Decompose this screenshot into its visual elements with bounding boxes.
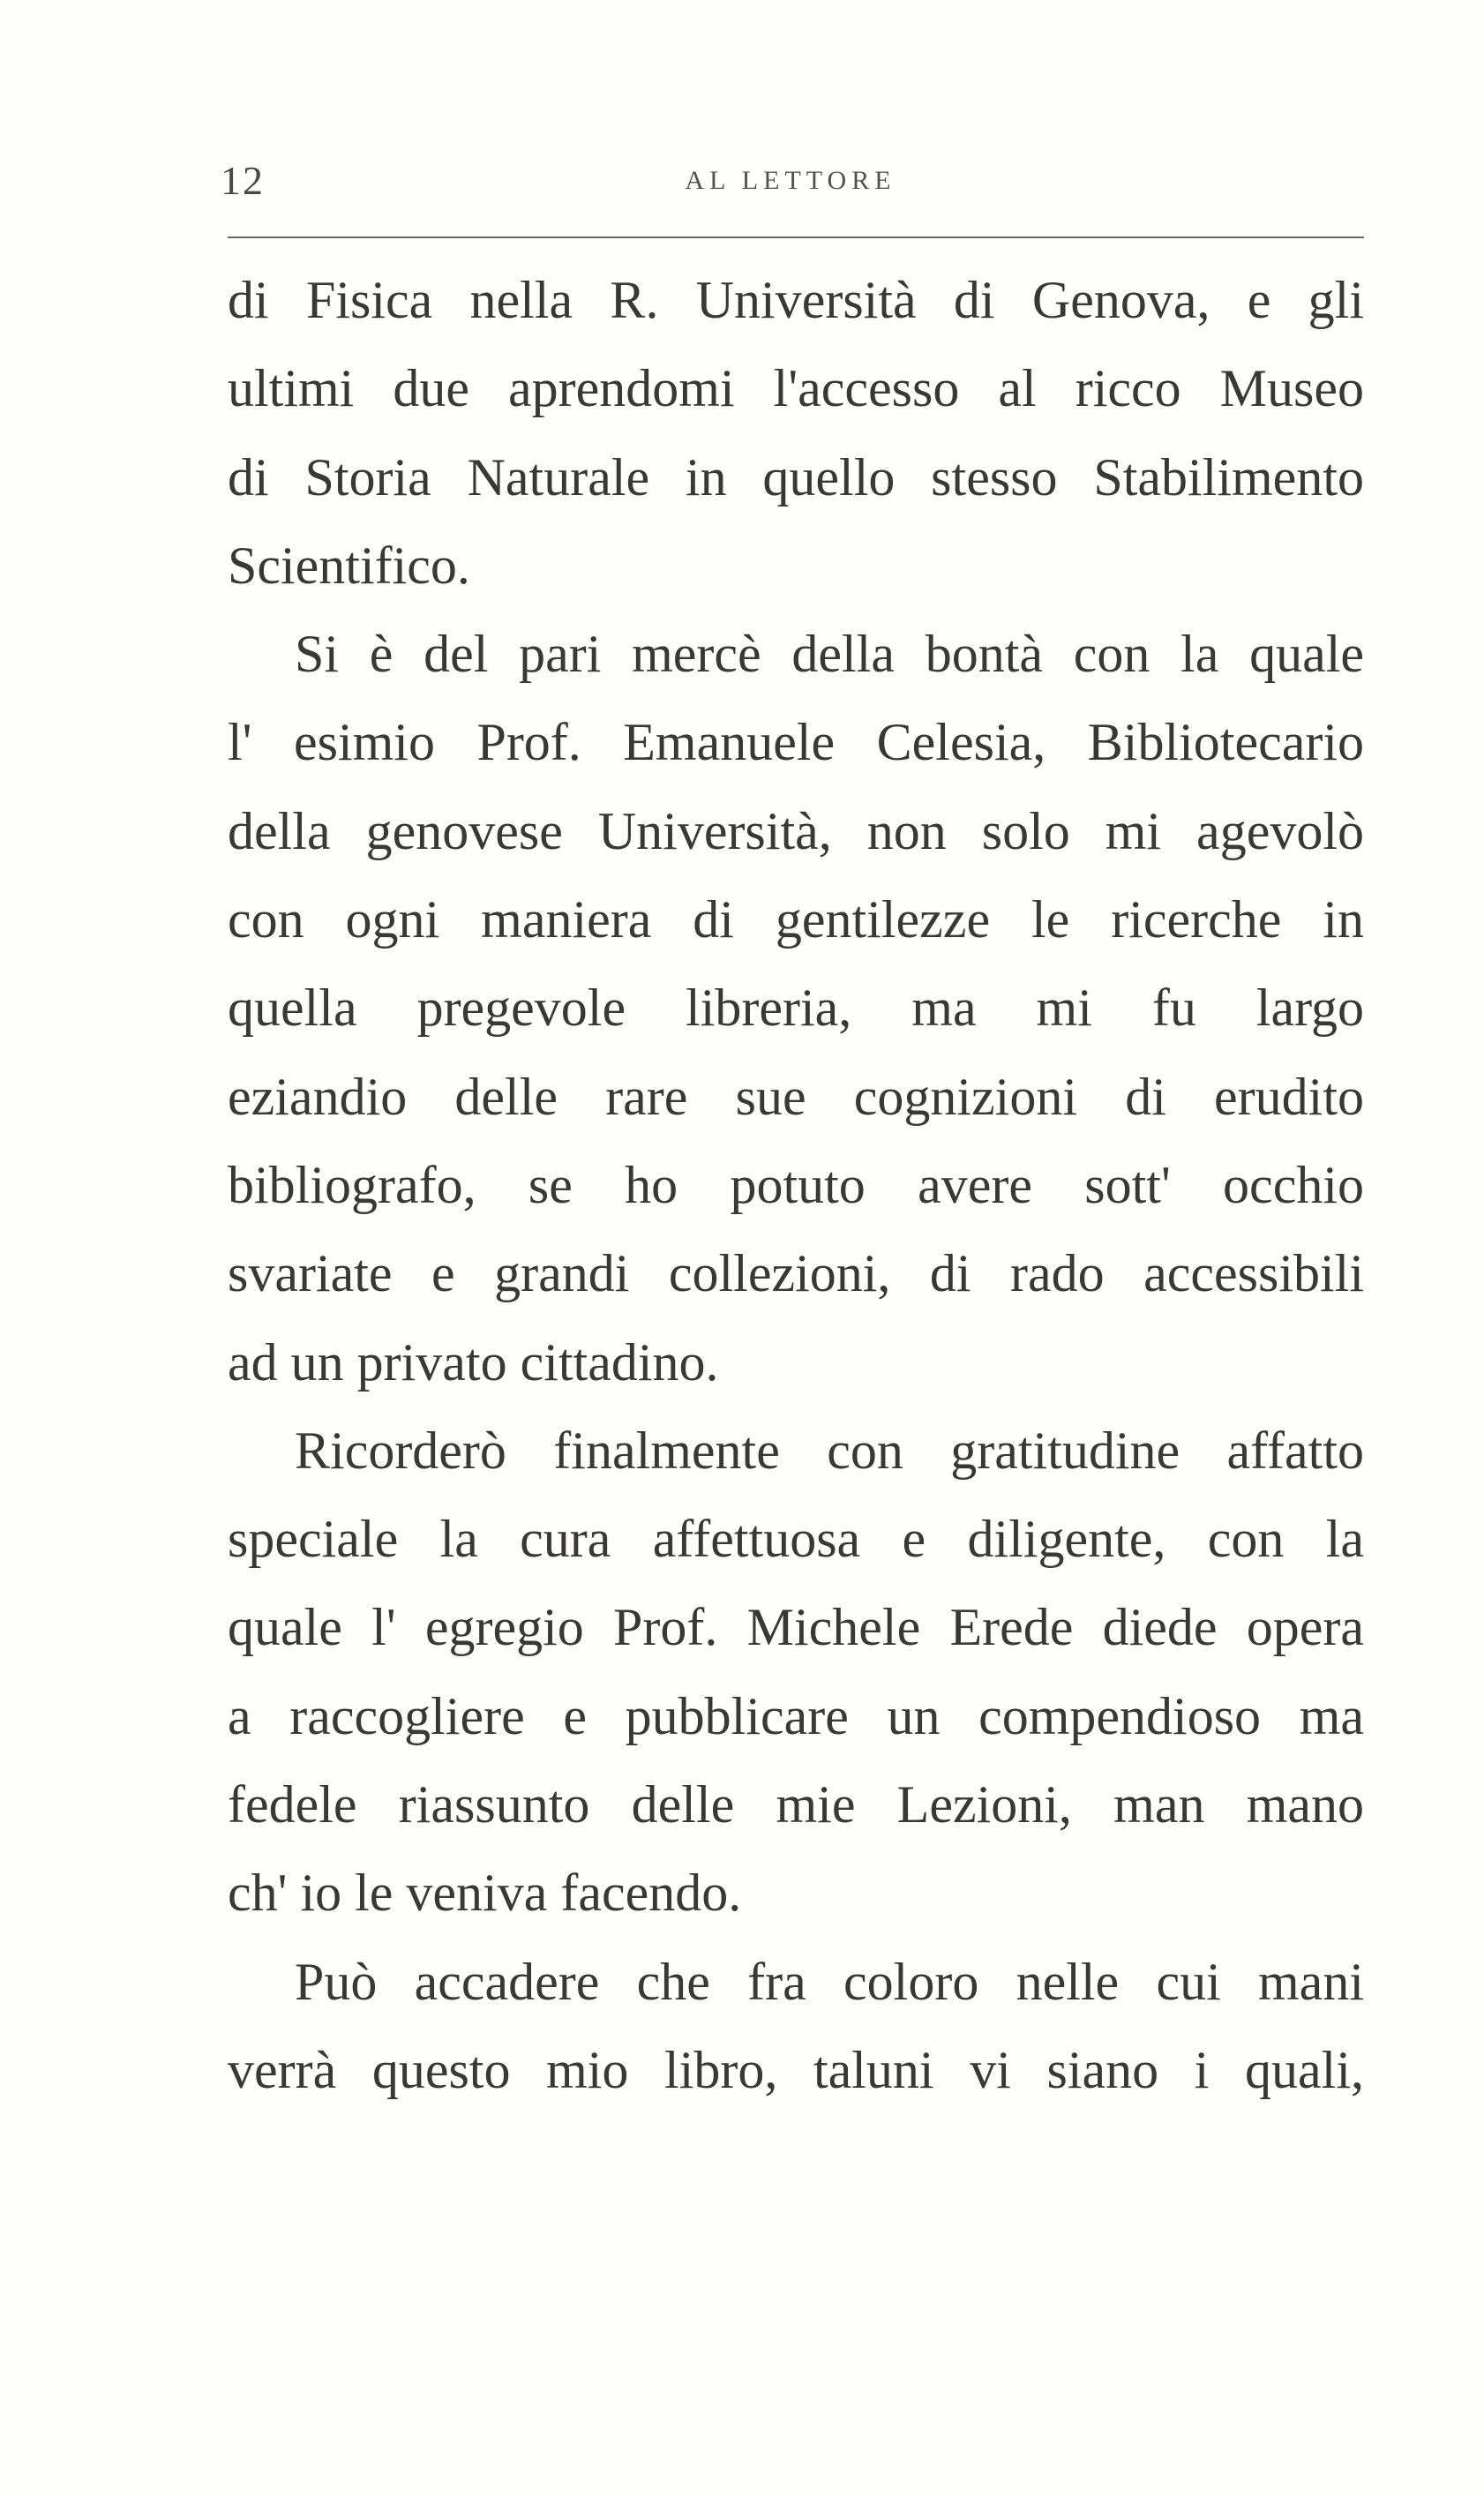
text-line: della genovese Università, non solo mi agevolò xyxy=(228,801,1364,860)
text-line: Si è del pari mercè della bontà con la quale xyxy=(295,625,1364,684)
text-line: Scientifico. xyxy=(228,536,470,595)
running-head: AL LETTORE xyxy=(685,166,896,195)
text-line: ultimi due aprendomi l'accesso al ricco Museo xyxy=(228,359,1364,418)
text-line: fedele riassunto delle mie Lezioni, man mano xyxy=(228,1775,1364,1834)
text-line: quella pregevole libreria, ma mi fu largo xyxy=(228,979,1364,1038)
text-line: ad un privato cittadino. xyxy=(228,1332,719,1392)
text-line: svariate e grandi collezioni, di rado accessibili xyxy=(228,1244,1364,1303)
page-number: 12 xyxy=(221,158,265,203)
text-line: Può accadere che fra coloro nelle cui mani xyxy=(295,1952,1364,2011)
text-line: di Fisica nella R. Università di Genova, e gli xyxy=(228,271,1364,329)
text-line: di Storia Naturale in quello stesso Stabilimento xyxy=(228,447,1364,506)
text-line: eziandio delle rare sue cognizioni di erudito xyxy=(228,1067,1364,1126)
text-line: con ogni maniera di gentilezze le ricerche in xyxy=(228,890,1364,949)
text-line: ch' io le veniva facendo. xyxy=(228,1864,742,1923)
text-line: quale l' egregio Prof. Michele Erede diede opera xyxy=(228,1598,1364,1657)
text-line: bibliografo, se ho potuto avere sott' occhio xyxy=(228,1155,1364,1214)
body-text xyxy=(228,256,1364,2114)
text-line: Ricorderò finalmente con gratitudine affatto xyxy=(295,1421,1364,1480)
text-line: a raccogliere e pubblicare un compendioso ma xyxy=(228,1686,1364,1745)
text-line: speciale la cura affettuosa e diligente, con la xyxy=(228,1510,1364,1569)
text-line: verrà questo mio libro, taluni vi siano i quali, xyxy=(228,2040,1364,2099)
header-rule xyxy=(228,236,1364,238)
page-header xyxy=(221,157,1360,210)
text-line: l' esimio Prof. Emanuele Celesia, Bibliotecario xyxy=(228,713,1364,772)
